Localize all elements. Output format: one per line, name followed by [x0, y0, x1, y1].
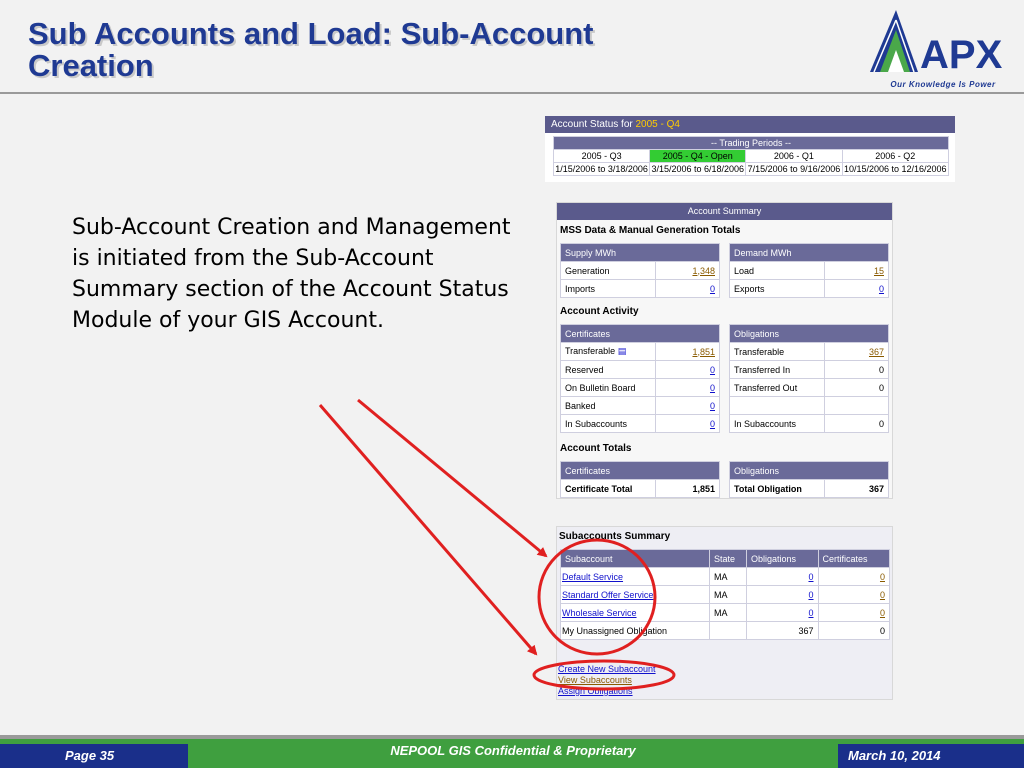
period-tab[interactable]: 2006 - Q1 [746, 150, 842, 163]
trading-periods-header: -- Trading Periods -- [554, 137, 949, 150]
subaccount-link[interactable]: Default Service [562, 571, 624, 582]
certificates-link[interactable]: 0 [879, 607, 885, 618]
account-status-panel [545, 116, 955, 182]
footer-confidential: NEPOOL GIS Confidential & Proprietary [390, 743, 636, 758]
logo-wordmark: APX [920, 33, 1003, 77]
obl-value-link[interactable]: 367 [868, 346, 884, 357]
obligations-link[interactable]: 0 [808, 589, 814, 600]
assign-obligations-link[interactable]: Assign Obligations [558, 686, 633, 696]
obl-totals-table [729, 461, 889, 498]
certificates-table [560, 324, 720, 433]
obl-label: Transferable [730, 343, 825, 361]
subaccounts-panel [556, 526, 893, 700]
exports-link[interactable]: 0 [878, 283, 884, 294]
demand-table [729, 243, 889, 298]
apx-logo [866, 6, 1020, 90]
cert-total-label: Certificate Total [561, 480, 656, 498]
cert-label [561, 343, 656, 361]
certificates-header: Certificates [561, 325, 720, 343]
table-row [561, 586, 890, 604]
subaccounts-title: Subaccounts Summary [559, 531, 671, 542]
period-range: 10/15/2006 to 12/16/2006 [843, 164, 947, 174]
slide-title [28, 18, 788, 82]
supply-table [560, 243, 720, 298]
cert-value-link[interactable]: 0 [709, 418, 715, 429]
supply-label: Generation [561, 262, 656, 280]
obl-label [730, 397, 825, 415]
totals-section-title: Account Totals [560, 443, 632, 454]
subaccount-link[interactable]: Standard Offer Service [562, 589, 654, 600]
certificates-cell: 0 [818, 622, 890, 640]
state-cell [710, 622, 747, 640]
obligations-link[interactable]: 0 [808, 607, 814, 618]
obligations-header: Obligations [730, 325, 889, 343]
imports-link[interactable]: 0 [709, 283, 715, 294]
table-row [561, 568, 890, 586]
obligations-cell: 367 [747, 622, 819, 640]
cert-totals-header: Certificates [561, 462, 720, 480]
footer-page: Page 35 [0, 744, 188, 768]
obl-value: 0 [825, 379, 889, 397]
cert-value-link[interactable]: 0 [709, 382, 715, 393]
obl-label: Transferred Out [730, 379, 825, 397]
subaccounts-table [560, 549, 890, 640]
table-row [561, 622, 890, 640]
cert-totals-table [560, 461, 720, 498]
obl-totals-header: Obligations [730, 462, 889, 480]
annotation-arrow [320, 405, 536, 654]
obligations-table [729, 324, 889, 433]
state-cell: MA [710, 604, 747, 622]
demand-header: Demand MWh [730, 244, 889, 262]
subaccount-link[interactable]: Wholesale Service [562, 607, 637, 618]
supply-header: Supply MWh [561, 244, 720, 262]
certificates-link[interactable]: 0 [879, 571, 885, 582]
table-row [561, 604, 890, 622]
cert-label: On Bulletin Board [561, 379, 656, 397]
generation-link[interactable]: 1,348 [692, 265, 715, 276]
cert-value-link[interactable]: 0 [709, 400, 715, 411]
obl-value: 0 [825, 415, 889, 433]
certificates-link[interactable]: 0 [879, 589, 885, 600]
account-summary-panel [556, 202, 893, 499]
load-link[interactable]: 15 [873, 265, 884, 276]
obl-label: In Subaccounts [730, 415, 825, 433]
account-summary-header: Account Summary [557, 203, 892, 220]
col-certificates: Certificates [818, 550, 890, 568]
create-subaccount-link[interactable]: Create New Subaccount [558, 664, 656, 674]
obl-value: 0 [825, 361, 889, 379]
trading-periods-table [553, 136, 949, 176]
account-status-period: 2005 - Q4 [635, 119, 680, 130]
state-cell: MA [710, 568, 747, 586]
obl-total-label: Total Obligation [730, 480, 825, 498]
period-tab[interactable]: 2006 - Q2 [842, 150, 948, 163]
obl-total-value: 367 [825, 480, 889, 498]
demand-label: Exports [730, 280, 825, 298]
col-subaccount: Subaccount [561, 550, 710, 568]
cert-value-link[interactable]: 0 [709, 364, 715, 375]
account-status-header-label: Account Status for [551, 119, 633, 130]
view-subaccounts-link[interactable]: View Subaccounts [558, 675, 632, 685]
annotation-arrow [358, 400, 546, 556]
obl-value [825, 397, 889, 415]
cert-value-link[interactable]: 1,851 [692, 346, 715, 357]
subaccount-name: My Unassigned Obligation [561, 622, 710, 640]
logo-tagline: Our Knowledge Is Power [890, 80, 996, 89]
period-tab[interactable]: 2005 - Q3 [554, 150, 650, 163]
period-range: 7/15/2006 to 9/16/2006 [747, 164, 841, 174]
cert-label: In Subaccounts [561, 415, 656, 433]
title-line-1: Sub Accounts and Load: Sub-Account [28, 16, 594, 51]
period-tab-open[interactable]: 2005 - Q4 - Open [650, 150, 746, 163]
activity-section-title: Account Activity [560, 306, 639, 317]
apx-logo-icon [866, 6, 1020, 78]
cert-label: Banked [561, 397, 656, 415]
cert-label: Reserved [561, 361, 656, 379]
supply-label: Imports [561, 280, 656, 298]
col-obligations: Obligations [747, 550, 819, 568]
state-cell: MA [710, 586, 747, 604]
account-status-header [545, 116, 955, 133]
mss-section-title: MSS Data & Manual Generation Totals [560, 225, 741, 236]
col-state: State [710, 550, 747, 568]
cert-total-value: 1,851 [656, 480, 720, 498]
body-text: Sub-Account Creation and Management is initiated from the Sub-Account Summary section of the Account Status Module of your GIS Account. [72, 215, 511, 333]
obligations-link[interactable]: 0 [808, 571, 814, 582]
cert-label-text: Transferable [565, 346, 616, 356]
period-range: 3/15/2006 to 6/18/2006 [651, 164, 745, 174]
title-divider [0, 92, 1024, 94]
footer-date: March 10, 2014 [838, 744, 1024, 768]
title-line-2: Creation [28, 48, 154, 83]
demand-label: Load [730, 262, 825, 280]
obl-label: Transferred In [730, 361, 825, 379]
period-range: 1/15/2006 to 3/18/2006 [555, 164, 648, 174]
bulletin-icon[interactable]: ▤ [617, 346, 627, 356]
